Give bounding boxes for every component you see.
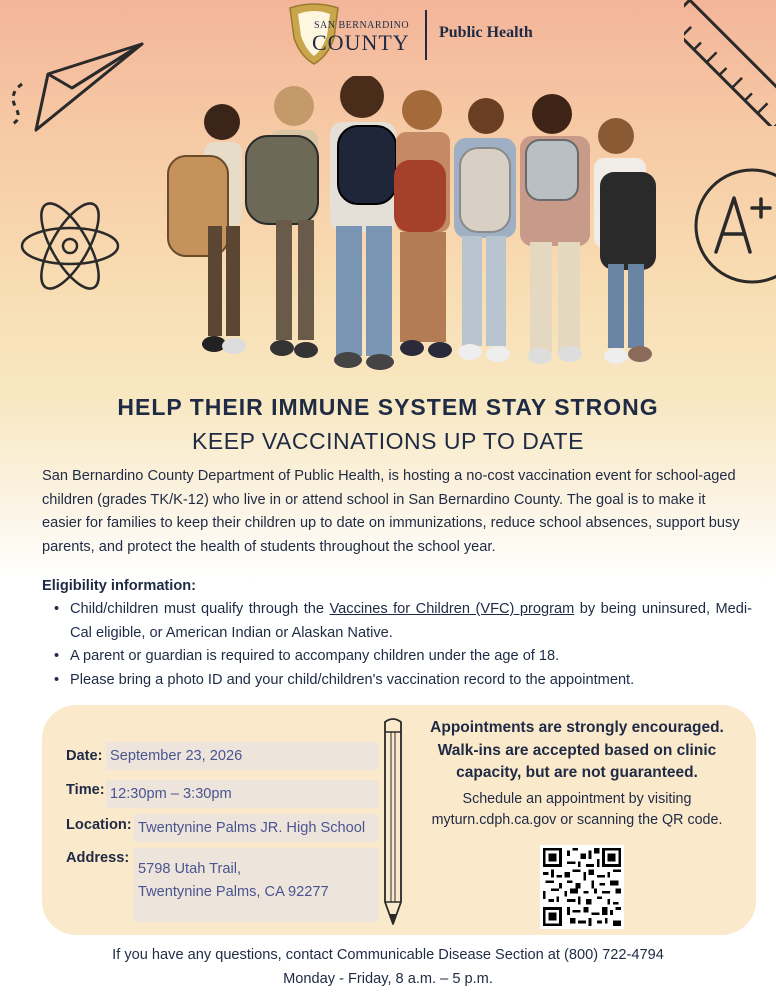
pencil-icon	[380, 716, 406, 928]
a-plus-icon	[690, 164, 776, 288]
appointment-notice	[412, 717, 742, 785]
address-value	[134, 848, 378, 922]
subheadline: KEEP VACCINATIONS UP TO DATE	[192, 428, 584, 454]
eligibility-title: Eligibility information:	[42, 578, 197, 594]
appointment-line-2: Walk-ins are accepted based on clinic	[437, 741, 717, 759]
list-item-text: Child/children must qualify through the	[70, 601, 330, 617]
address-label: Address:	[66, 850, 130, 866]
time-label: Time:	[66, 782, 105, 798]
logo-divider	[425, 10, 427, 60]
county-name-big: COUNTY	[312, 30, 410, 55]
location-value: Twentynine Palms JR. High School	[134, 814, 378, 842]
paper-plane-icon	[2, 34, 152, 134]
list-item: • A parent or guardian is required to accompany children under the age of 18.	[52, 645, 752, 669]
address-line-2: Twentynine Palms, CA 92277	[138, 884, 329, 900]
department-name: Public Health	[439, 24, 533, 41]
headline: HELP THEIR IMMUNE SYSTEM STAY STRONG	[117, 394, 659, 420]
atom-icon	[16, 192, 124, 300]
county-logo	[284, 2, 554, 64]
date-value: September 23, 2026	[106, 742, 378, 770]
list-item: • Please bring a photo ID and your child/children's vaccination record to the appointment.	[52, 669, 752, 693]
ruler-icon	[684, 0, 776, 126]
appointment-line-3: capacity, but are not guaranteed.	[456, 764, 698, 781]
schedule-line-2: myturn.cdph.ca.gov or scanning the QR code.	[431, 812, 723, 828]
qr-code-icon[interactable]	[540, 845, 624, 929]
vfc-program-link[interactable]: Vaccines for Children (VFC) program	[329, 601, 575, 617]
date-label: Date:	[66, 748, 103, 764]
county-name-small: SAN BERNARDINO	[314, 20, 410, 31]
appointment-line-1: Appointments are strongly encouraged.	[430, 719, 724, 736]
schedule-instructions	[412, 789, 742, 831]
list-item	[52, 598, 752, 645]
eligibility-list	[52, 598, 752, 692]
location-label: Location:	[66, 817, 132, 833]
hours-line: Monday - Friday, 8 a.m. – 5 p.m.	[283, 971, 493, 987]
list-item-text: by being uninsured, Medi-Cal eligible, or American Indian or Alaskan Native.	[70, 601, 752, 641]
intro-paragraph: San Bernardino County Department of Public Health, is hosting a no-cost vaccination event for school-aged children (grades TK/K-12) who live in or attend school in San Bernardino County. The goal is to make it easier for families to keep their children up to date on immunizations, reduce school absences, support busy parents, and protect the health of students throughout the school year.	[42, 468, 740, 555]
children-walking-image	[160, 76, 680, 376]
schedule-line-1: Schedule an appointment by visiting	[462, 791, 692, 807]
contact-line: If you have any questions, contact Communicable Disease Section at (800) 722-4794	[112, 947, 664, 963]
address-line-1: 5798 Utah Trail,	[138, 861, 242, 877]
time-value: 12:30pm – 3:30pm	[106, 780, 378, 808]
